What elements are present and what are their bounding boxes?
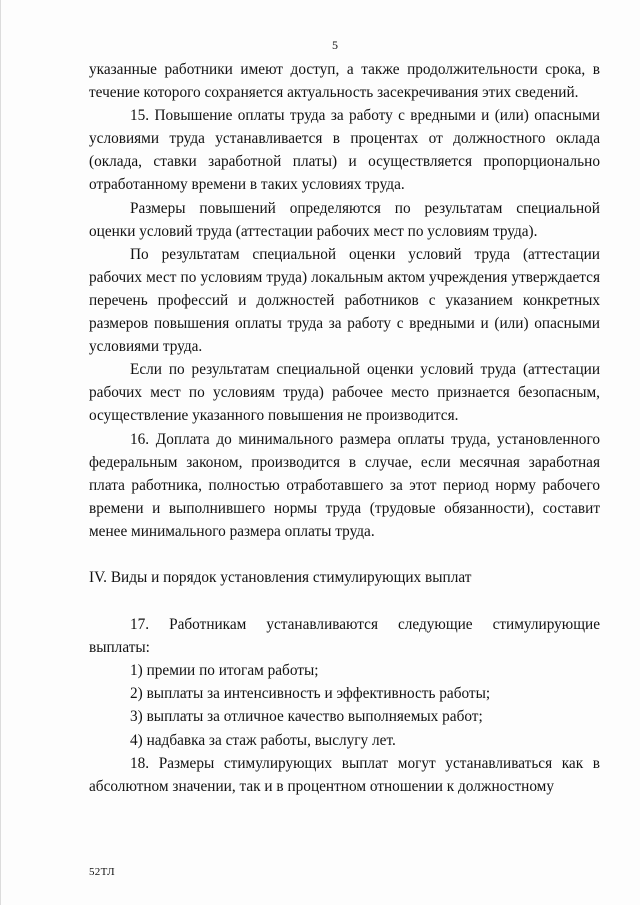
paragraph-item-18: 18. Размеры стимулирующих выплат могут устанавливаться как в абсолютном значении, так и в процентном отношении к должностному <box>89 754 600 795</box>
paragraph-item-16: 16. Доплата до минимального размера оплаты труда, установленного федеральным законом, производится в случае, если месячная заработная плата работника, полностью отработавшего за этот период норму рабочего времени и выполнившего нормы труда (трудовые обязанности), составит менее минимального размера оплаты труда. <box>89 430 600 540</box>
list-item: 2) выплаты за интенсивность и эффективность работы; <box>130 685 491 703</box>
document-body <box>89 58 600 798</box>
page-number: 5 <box>332 38 338 52</box>
paragraph-item-15: 15. Повышение оплаты труда за работу с вредными и (или) опасными условиями труда устанавливается в процентах от должностного оклада (оклада, ставки заработной платы) и осуществляется пропорционально отработанному времени в таких условиях труда. <box>89 107 600 194</box>
paragraph-increase-sizes: Размеры повышений определяются по результатам специальной оценки условий труда (аттестации рабочих мест по условиям труда). <box>89 199 600 240</box>
paragraph-item-17: 17. Работникам устанавливаются следующие стимулирующие выплаты: <box>89 616 600 657</box>
list-item: 1) премии по итогам работы; <box>130 662 319 680</box>
paragraph-safe-workplace: Если по результатам специальной оценки условий труда (аттестации рабочих мест по условиям труда) рабочее место признается безопасным, осуществление указанного повышения не производится. <box>89 361 600 425</box>
footer-code: 52ТЛ <box>89 866 115 878</box>
paragraph-continuation: указанные работники имеют доступ, а также продолжительности срока, в течение которого сохраняется актуальность засекречивания этих сведений. <box>89 61 600 102</box>
paragraph-local-act: По результатам специальной оценки условий труда (аттестации рабочих мест по условиям труда) локальным актом учреждения утверждается перечень профессий и должностей работников с указанием конкретных размеров повышения оплаты труда за работу с вредными и (или) опасными условиями труда. <box>89 245 600 356</box>
list-item: 4) надбавка за стаж работы, выслугу лет. <box>130 731 396 749</box>
section-heading: IV. Виды и порядок установления стимулирующих выплат <box>89 568 472 586</box>
list-item: 3) выплаты за отличное качество выполняемых работ; <box>130 708 483 726</box>
